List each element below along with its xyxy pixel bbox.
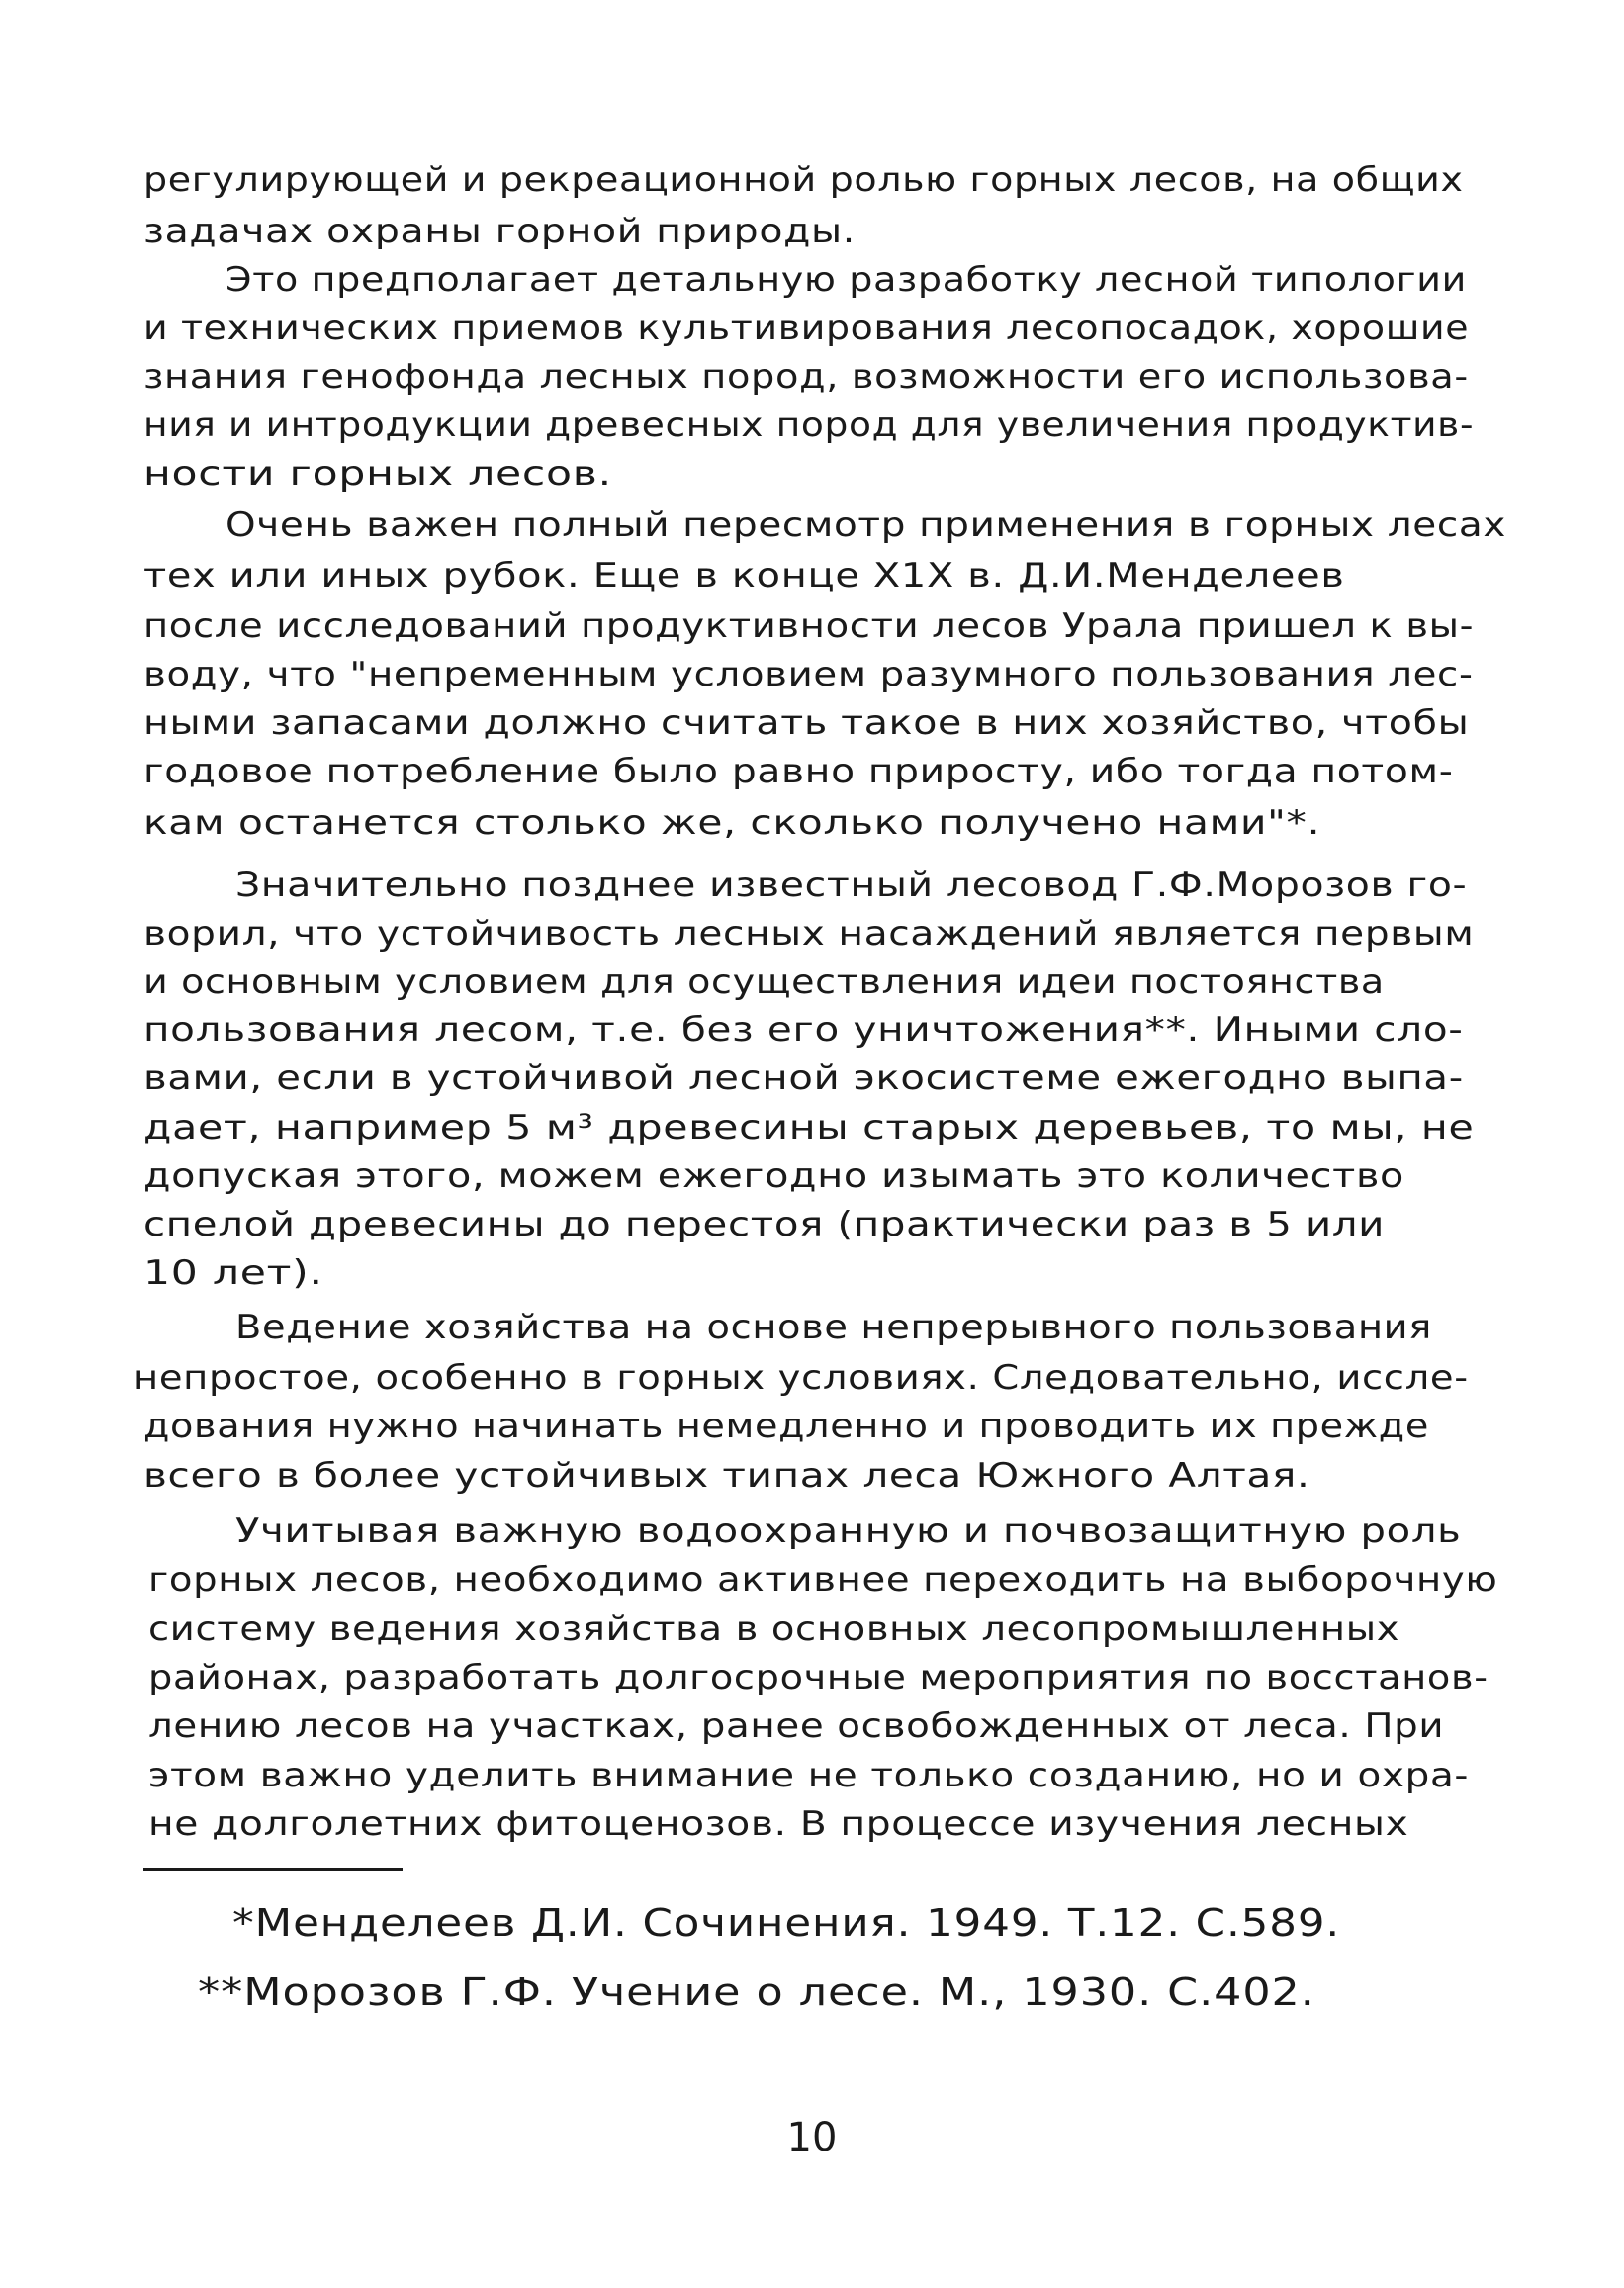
text-line: пользования лесом, т.е. без его уничтожения**. Иными сло-: [143, 1010, 1464, 1050]
page-number: 10: [786, 2115, 838, 2160]
text-line: дает, например 5 м³ древесины старых деревьев, то мы, не: [143, 1108, 1475, 1147]
text-line: задачах охраны горной природы.: [143, 212, 856, 251]
text-line: этом важно уделить внимание не только созданию, но и охра-: [148, 1756, 1470, 1795]
text-line: лению лесов на участках, ранее освобожденных от леса. При: [148, 1706, 1445, 1746]
footnote-separator: [143, 1868, 403, 1871]
text-line: горных лесов, необходимо активнее переходить на выборочную: [148, 1560, 1498, 1600]
text-line: после исследований продуктивности лесов Урала пришел к вы-: [143, 606, 1475, 646]
text-line: регулирующей и рекреационной ролью горных лесов, на общих: [143, 160, 1464, 200]
text-line: годовое потребление было равно приросту, ибо тогда потом-: [143, 752, 1454, 791]
text-line: не долголетних фитоценозов. В процессе изучения лесных: [148, 1804, 1409, 1844]
text-line: систему ведения хозяйства в основных лесопромышленных: [148, 1609, 1400, 1649]
text-line: Значительно позднее известный лесовод Г.Ф.Морозов го-: [235, 866, 1468, 905]
text-line: районах, разработать долгосрочные мероприятия по восстанов-: [148, 1658, 1489, 1697]
text-line: Это предполагает детальную разработку лесной типологии: [226, 260, 1467, 300]
footnote: **Морозов Г.Ф. Учение о лесе. М., 1930. С.402.: [198, 1970, 1315, 2014]
text-line: непростое, особенно в горных условиях. Следовательно, иссле-: [134, 1358, 1469, 1398]
text-line: Очень важен полный пересмотр применения в горных лесах: [226, 505, 1507, 545]
text-line: воду, что "непременным условием разумного пользования лес-: [143, 655, 1474, 694]
text-line: Ведение хозяйства на основе непрерывного пользования: [235, 1308, 1432, 1347]
text-line: кам останется столько же, сколько получено нами"*.: [143, 803, 1321, 843]
text-line: дования нужно начинать немедленно и проводить их прежде: [143, 1407, 1429, 1446]
text-line: ния и интродукции древесных пород для увеличения продуктив-: [143, 406, 1475, 445]
text-line: 10 лет).: [143, 1253, 323, 1293]
text-line: вами, если в устойчивой лесной экосистеме ежегодно выпа-: [143, 1058, 1464, 1098]
text-line: знания генофонда лесных пород, возможности его использова-: [143, 357, 1469, 397]
footnote: *Менделеев Д.И. Сочинения. 1949. Т.12. С.589.: [232, 1901, 1341, 1945]
text-line: ворил, что устойчивость лесных насаждений является первым: [143, 914, 1475, 954]
text-line: Учитывая важную водоохранную и почвозащитную роль: [235, 1511, 1462, 1551]
text-line: и основным условием для осуществления идеи постоянства: [143, 962, 1385, 1002]
text-line: ности горных лесов.: [143, 454, 612, 494]
text-line: и технических приемов культивирования лесопосадок, хорошие: [143, 309, 1470, 348]
text-line: всего в более устойчивых типах леса Южного Алтая.: [143, 1456, 1310, 1496]
text-line: тех или иных рубок. Еще в конце Х1Х в. Д.И.Менделеев: [143, 556, 1345, 595]
text-line: спелой древесины до перестоя (практически раз в 5 или: [143, 1205, 1386, 1244]
text-line: допуская этого, можем ежегодно изымать это количество: [143, 1156, 1405, 1196]
text-line: ными запасами должно считать такое в них хозяйство, чтобы: [143, 703, 1470, 743]
